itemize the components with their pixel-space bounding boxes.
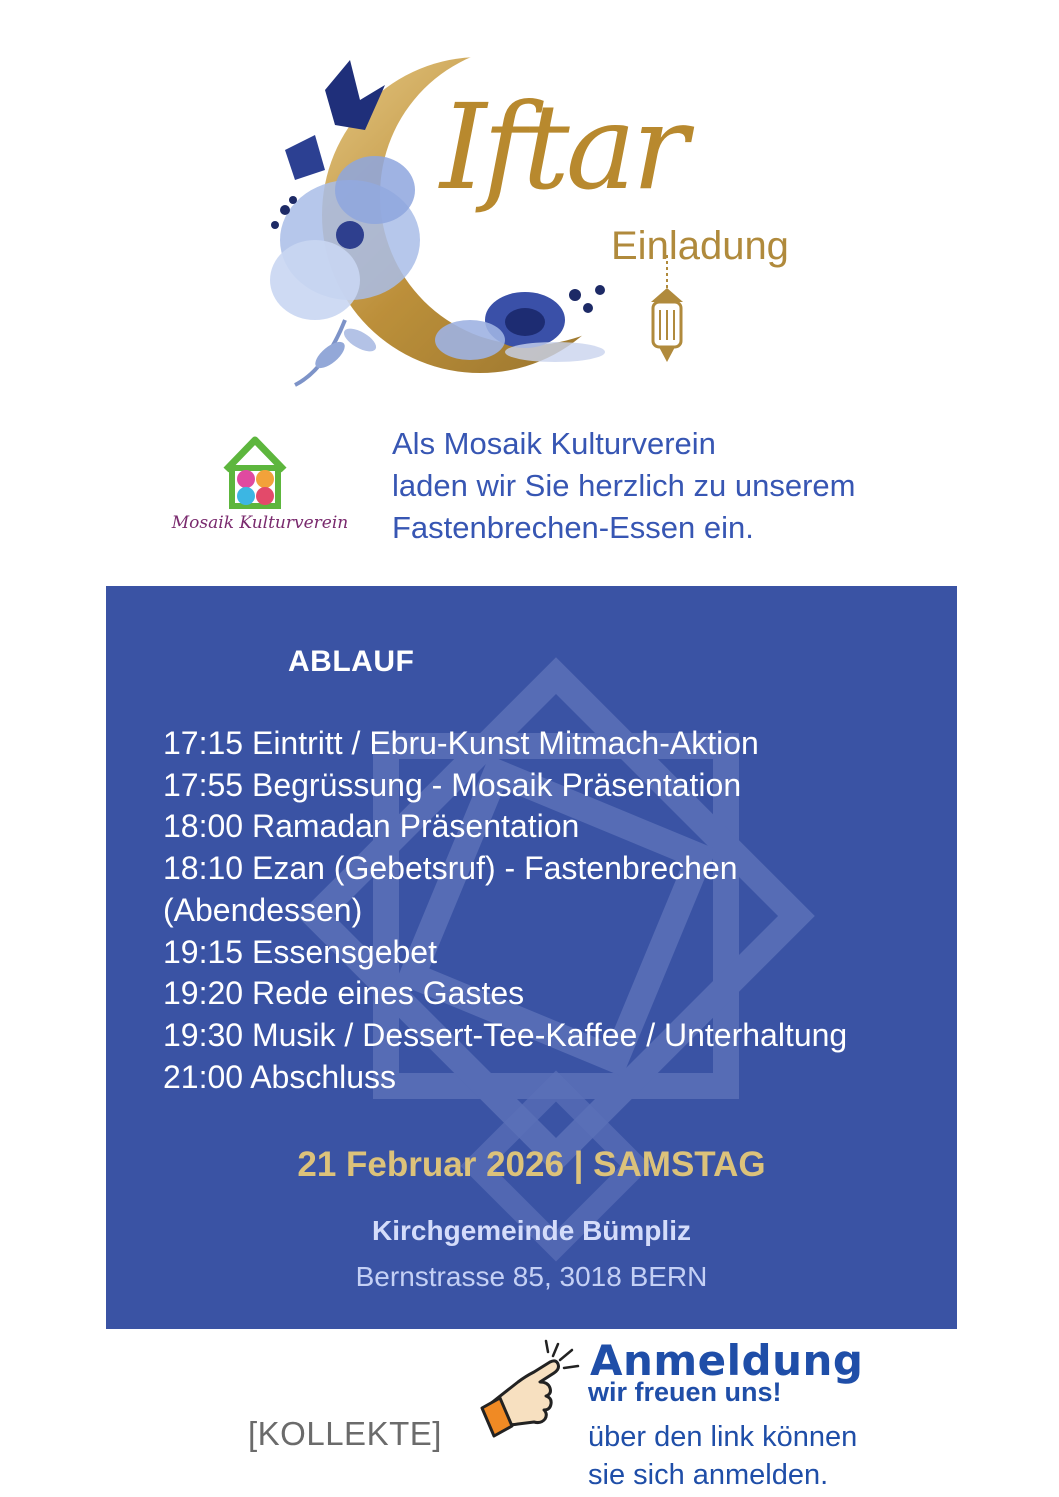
schedule-item: 18:00 Ramadan Präsentation	[163, 808, 580, 845]
intro-line: Als Mosaik Kulturverein	[392, 426, 716, 461]
schedule-list	[163, 723, 847, 1098]
registration-info	[588, 1418, 857, 1494]
invitation-subtitle: Einladung	[611, 224, 789, 268]
kollekte-label: [KOLLEKTE]	[248, 1415, 442, 1452]
schedule-item: 19:20 Rede eines Gastes	[163, 975, 525, 1012]
schedule-item: 19:30 Musik / Dessert-Tee-Kaffee / Unterhaltung	[163, 1016, 848, 1053]
pointing-hand-icon	[478, 1338, 588, 1443]
lantern-icon	[651, 255, 683, 362]
intro-line: laden wir Sie herzlich zu unserem	[392, 468, 856, 503]
registration-info-line: sie sich anmelden.	[588, 1459, 829, 1491]
schedule-item: 17:15 Eintritt / Ebru-Kunst Mitmach-Aktion	[163, 725, 759, 761]
intro-line: Fastenbrechen-Essen ein.	[392, 510, 754, 545]
intro-text	[392, 423, 856, 549]
schedule-heading: ABLAUF	[288, 645, 415, 678]
registration-subtitle: wir freuen uns!	[588, 1377, 782, 1407]
event-address: Bernstrasse 85, 3018 BERN	[355, 1261, 708, 1292]
schedule-item: (Abendessen)	[163, 891, 363, 928]
schedule-item: 21:00 Abschluss	[163, 1058, 397, 1095]
schedule-item: 18:10 Ezan (Gebetsruf) - Fastenbrechen	[163, 850, 738, 887]
mosaik-house-logo-icon	[218, 432, 293, 512]
registration-info-line: über den link können	[588, 1421, 858, 1453]
event-venue: Kirchgemeinde Bümpliz	[372, 1215, 691, 1246]
schedule-item: 17:55 Begrüssung - Mosaik Präsentation	[163, 766, 742, 803]
event-date: 21 Februar 2026 | SAMSTAG	[297, 1145, 766, 1184]
registration-link[interactable]: Anmeldung	[590, 1336, 864, 1385]
schedule-item: 19:15 Essensgebet	[163, 933, 437, 970]
logo-caption: Mosaik Kulturverein	[171, 513, 349, 533]
iftar-title: Iftar	[440, 78, 685, 216]
